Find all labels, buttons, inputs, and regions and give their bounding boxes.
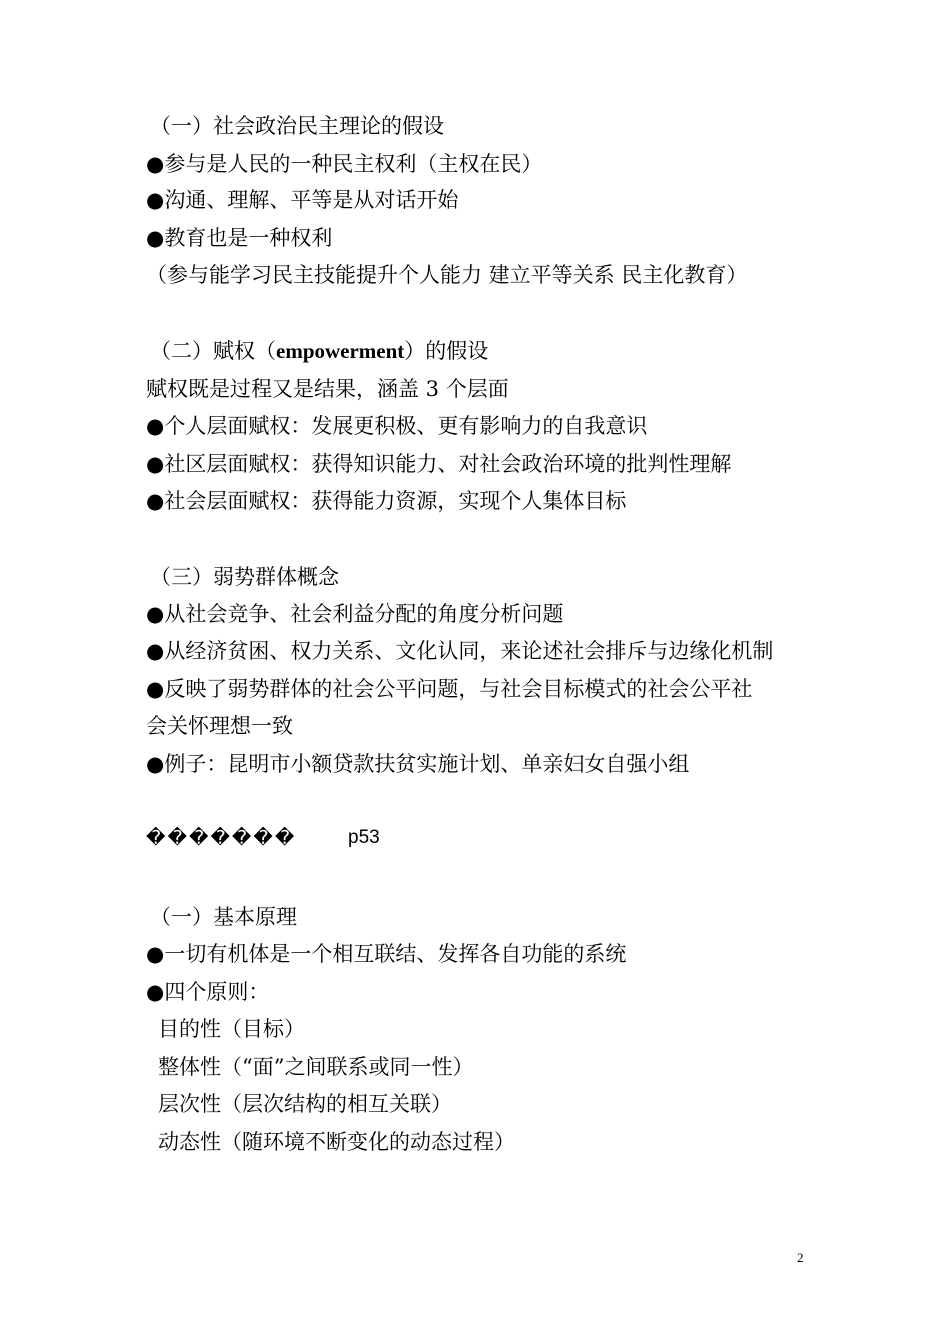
page-reference: p53 (348, 827, 380, 848)
intro-line: 赋权既是过程又是结果，涵盖 3 个层面 (146, 377, 509, 401)
principle-item: 层次性（层次结构的相互关联） (158, 1092, 452, 1116)
section-heading: （三）弱势群体概念 (150, 565, 339, 589)
bullet-item: ●从社会竞争、社会利益分配的角度分析问题 (146, 602, 564, 626)
section-heading (150, 337, 488, 365)
heading-post: ）的假设 (404, 339, 489, 363)
heading-pre: （二）赋权（ (150, 339, 276, 363)
bullet-item: ●反映了弱势群体的社会公平问题，与社会目标模式的社会公平社 (146, 677, 753, 701)
bullet-item: ●社会层面赋权：获得能力资源，实现个人集体目标 (146, 489, 627, 513)
principle-item: 目的性（目标） (158, 1017, 305, 1041)
heading-english-term: empowerment (276, 339, 405, 363)
bullet-item: ●社区层面赋权：获得知识能力、对社会政治环境的批判性理解 (146, 452, 732, 476)
principle-item: 动态性（随环境不断变化的动态过程） (158, 1130, 515, 1154)
note-line: （参与能学习民主技能提升个人能力 建立平等关系 民主化教育） (146, 263, 748, 287)
bullet-item: ●个人层面赋权：发展更积极、更有影响力的自我意识 (146, 414, 648, 438)
section-heading: （一）社会政治民主理论的假设 (150, 114, 444, 138)
bullet-item: ●从经济贫困、权力关系、文化认同，来论述社会排斥与边缘化机制 (146, 639, 774, 663)
bullet-item: ●沟通、理解、平等是从对话开始 (146, 188, 459, 212)
continuation-line: 会关怀理想一致 (146, 714, 293, 738)
page-number: 2 (797, 1250, 804, 1265)
bullet-item: ●一切有机体是一个相互联结、发挥各自功能的系统 (146, 942, 627, 966)
bullet-item: ●教育也是一种权利 (146, 226, 333, 250)
section-heading: （一）基本原理 (150, 905, 297, 929)
garbled-heading: ������� (146, 827, 297, 849)
bullet-item: ●例子：昆明市小额贷款扶贫实施计划、单亲妇女自强小组 (146, 752, 690, 776)
principle-item: 整体性（“面”之间联系或同一性） (158, 1055, 474, 1079)
bullet-item: ●参与是人民的一种民主权利（主权在民） (146, 152, 543, 176)
bullet-item: ●四个原则： (146, 980, 270, 1004)
